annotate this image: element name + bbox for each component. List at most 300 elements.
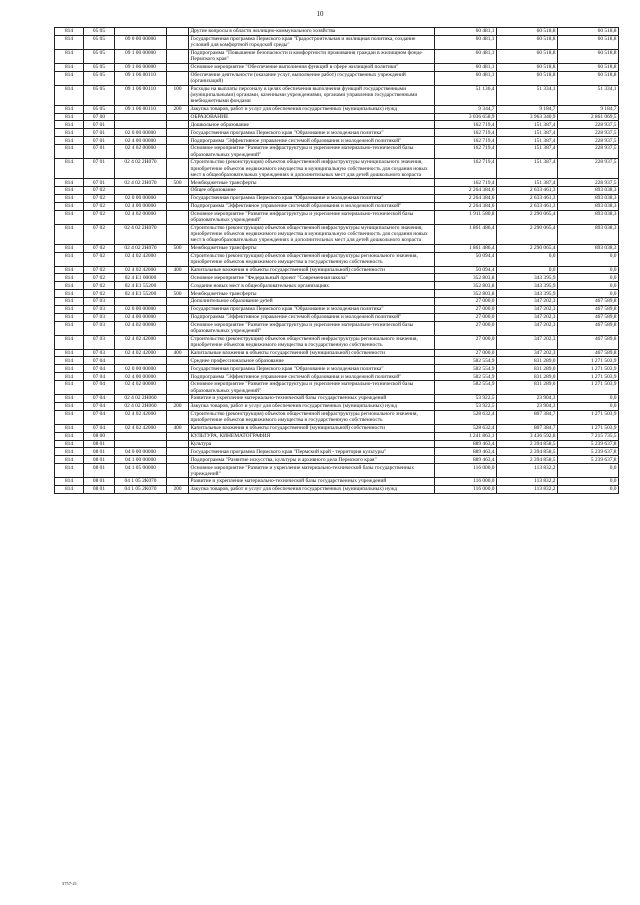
table-row xyxy=(55,290,619,298)
cell-amount-2021: 889 463,4 xyxy=(435,448,497,456)
cell-amount-2021: 116 000,0 xyxy=(435,478,497,486)
cell-amount-2022: 60 518,8 xyxy=(497,49,558,63)
table-row xyxy=(55,456,619,464)
cell-ministry: 814 xyxy=(55,395,84,403)
cell-amount-2023: 60 518,8 xyxy=(558,71,619,85)
cell-amount-2021: 27 000,0 xyxy=(435,349,497,357)
table-row xyxy=(55,432,619,440)
cell-section: 07 04 xyxy=(84,373,115,381)
cell-ministry: 814 xyxy=(55,335,84,349)
table-row xyxy=(55,63,619,71)
cell-name: Основное мероприятие "Обеспечение выполнения функций в сфере жилищной политики" xyxy=(189,63,435,71)
cell-amount-2023: 1 271 503,9 xyxy=(558,410,619,424)
cell-expense-type: 500 xyxy=(167,244,189,252)
cell-expense-type xyxy=(167,313,189,321)
cell-target-item: 09 1 06 00110 xyxy=(115,85,167,105)
cell-expense-type xyxy=(167,440,189,448)
cell-target-item: 02 4 02 2Н060 xyxy=(115,395,167,403)
cell-section: 07 03 xyxy=(84,321,115,335)
cell-expense-type xyxy=(167,321,189,335)
table-row xyxy=(55,448,619,456)
cell-target-item: 02 4 00 00000 xyxy=(115,137,167,145)
cell-ministry: 814 xyxy=(55,224,84,244)
cell-ministry: 814 xyxy=(55,105,84,113)
cell-ministry: 814 xyxy=(55,290,84,298)
table-row xyxy=(55,365,619,373)
cell-ministry: 814 xyxy=(55,159,84,179)
cell-ministry: 814 xyxy=(55,49,84,63)
cell-ministry: 814 xyxy=(55,121,84,129)
cell-ministry: 814 xyxy=(55,424,84,432)
cell-amount-2023: 60 518,8 xyxy=(558,63,619,71)
table-row xyxy=(55,424,619,432)
cell-section: 08 01 xyxy=(84,485,115,493)
cell-name: Государственная программа Пермского края "Образование и молодежная политика" xyxy=(189,129,435,137)
cell-amount-2023: 467 589,8 xyxy=(558,305,619,313)
cell-section: 07 02 xyxy=(84,210,115,224)
cell-name: Основное мероприятие "Развитие и укрепление материально-технической базы государственных учреждений" xyxy=(189,464,435,478)
cell-expense-type xyxy=(167,202,189,210)
cell-name: ОБРАЗОВАНИЕ xyxy=(189,113,435,121)
cell-ministry: 814 xyxy=(55,71,84,85)
cell-amount-2023: 893 038,3 xyxy=(558,224,619,244)
cell-expense-type xyxy=(167,113,189,121)
cell-amount-2022: 347 202,3 xyxy=(497,298,558,306)
cell-expense-type: 200 xyxy=(167,485,189,493)
cell-section: 08 01 xyxy=(84,464,115,478)
cell-target-item xyxy=(115,357,167,365)
cell-amount-2022: 347 202,3 xyxy=(497,321,558,335)
cell-ministry: 814 xyxy=(55,402,84,410)
cell-ministry: 814 xyxy=(55,381,84,395)
cell-name: Основное мероприятие "Развитие инфраструктуры и укрепление материально-технической базы образовательных учреждений" xyxy=(189,381,435,395)
cell-amount-2021: 162 719,4 xyxy=(435,129,497,137)
cell-amount-2021: 51 136,4 xyxy=(435,85,497,105)
cell-expense-type xyxy=(167,159,189,179)
cell-section: 05 05 xyxy=(84,105,115,113)
cell-name: Основное мероприятие "Развитие инфраструктуры и укрепление материально-технической базы образовательных учреждений" xyxy=(189,210,435,224)
cell-amount-2022: 3 963 340,9 xyxy=(497,113,558,121)
cell-target-item: 02 4 02 42000 xyxy=(115,349,167,357)
cell-amount-2022: 2 290 065,4 xyxy=(497,210,558,224)
cell-ministry: 814 xyxy=(55,274,84,282)
cell-ministry: 814 xyxy=(55,145,84,159)
cell-ministry: 814 xyxy=(55,63,84,71)
cell-amount-2023: 1 271 503,9 xyxy=(558,365,619,373)
table-row xyxy=(55,179,619,187)
cell-name: Подпрограмма "Эффективное управление системой образования и молодежной политикой" xyxy=(189,137,435,145)
cell-ministry: 814 xyxy=(55,478,84,486)
cell-amount-2022: 60 518,8 xyxy=(497,63,558,71)
cell-name: Среднее профессиональное образование xyxy=(189,357,435,365)
cell-amount-2021: 116 000,0 xyxy=(435,464,497,478)
cell-name: Подпрограмма "Повышение безопасности и комфортности проживания граждан в жилищном фонде Пермского края" xyxy=(189,49,435,63)
cell-expense-type xyxy=(167,194,189,202)
table-row xyxy=(55,202,619,210)
cell-name: Государственная программа Пермского края "Образование и молодежная политика" xyxy=(189,305,435,313)
cell-section: 07 04 xyxy=(84,402,115,410)
cell-amount-2023: 228 937,5 xyxy=(558,159,619,179)
cell-section: 07 02 xyxy=(84,266,115,274)
table-row xyxy=(55,105,619,113)
cell-target-item: 02 0 00 00000 xyxy=(115,305,167,313)
cell-expense-type xyxy=(167,432,189,440)
cell-ministry: 814 xyxy=(55,113,84,121)
cell-amount-2021: 27 000,0 xyxy=(435,321,497,335)
cell-expense-type: 400 xyxy=(167,424,189,432)
cell-target-item: 02 4 02 42000 xyxy=(115,335,167,349)
cell-amount-2023: 228 937,5 xyxy=(558,145,619,159)
cell-target-item xyxy=(115,298,167,306)
cell-section: 05 05 xyxy=(84,35,115,49)
cell-ministry: 814 xyxy=(55,194,84,202)
cell-name: Межбюджетные трансферты xyxy=(189,179,435,187)
cell-expense-type xyxy=(167,145,189,159)
cell-amount-2023: 467 589,8 xyxy=(558,298,619,306)
table-row xyxy=(55,113,619,121)
cell-name: Подпрограмма "Эффективное управление системой образования и молодежной политикой" xyxy=(189,313,435,321)
cell-amount-2023: 2 861 069,5 xyxy=(558,113,619,121)
table-row xyxy=(55,187,619,195)
cell-amount-2021: 162 719,4 xyxy=(435,145,497,159)
cell-expense-type xyxy=(167,335,189,349)
cell-target-item: 02 4 02 42000 xyxy=(115,252,167,266)
cell-name: Строительство (реконструкция) объектов общественной инфраструктуры муниципального значения, приобретение объектов недвижимого имущества в муниципальную собственность для создания новых мест в общеобразовательных учреждениях и дополнительных мест для детей дошкольного возраста xyxy=(189,224,435,244)
cell-target-item: 04 1 00 00000 xyxy=(115,456,167,464)
cell-amount-2022: 151 387,4 xyxy=(497,145,558,159)
cell-name: Обеспечение деятельности (оказание услуг, выполнение работ) государственных учреждений (организаций) xyxy=(189,71,435,85)
cell-amount-2022: 2 394 858,5 xyxy=(497,440,558,448)
cell-name: Закупка товаров, работ и услуг для обеспечения государственных (муниципальных) нужд xyxy=(189,105,435,113)
cell-target-item: 02 4 02 00000 xyxy=(115,210,167,224)
table-row xyxy=(55,121,619,129)
cell-section: 05 05 xyxy=(84,85,115,105)
cell-expense-type xyxy=(167,137,189,145)
cell-amount-2021: 60 481,1 xyxy=(435,49,497,63)
cell-amount-2021: 162 719,4 xyxy=(435,159,497,179)
cell-expense-type xyxy=(167,395,189,403)
cell-amount-2022: 0,0 xyxy=(497,252,558,266)
cell-target-item: 02 0 00 00000 xyxy=(115,129,167,137)
cell-amount-2021: 50 094,4 xyxy=(435,252,497,266)
budget-table xyxy=(54,27,619,494)
cell-expense-type xyxy=(167,373,189,381)
cell-amount-2021: 27 000,0 xyxy=(435,298,497,306)
cell-ministry: 814 xyxy=(55,448,84,456)
table-row xyxy=(55,35,619,49)
cell-expense-type xyxy=(167,71,189,85)
cell-amount-2021: 53 922,5 xyxy=(435,395,497,403)
table-row xyxy=(55,145,619,159)
cell-amount-2022: 113 832,2 xyxy=(497,485,558,493)
cell-expense-type: 200 xyxy=(167,105,189,113)
cell-amount-2023: 5 239 637,8 xyxy=(558,456,619,464)
cell-ministry: 814 xyxy=(55,485,84,493)
cell-amount-2021: 528 632,4 xyxy=(435,424,497,432)
cell-target-item: 02 0 00 00000 xyxy=(115,194,167,202)
cell-expense-type xyxy=(167,298,189,306)
cell-amount-2021: 27 000,0 xyxy=(435,335,497,349)
cell-amount-2023: 467 589,8 xyxy=(558,321,619,335)
cell-ministry: 814 xyxy=(55,137,84,145)
cell-target-item: 02 4 E1 55200 xyxy=(115,290,167,298)
table-row xyxy=(55,410,619,424)
cell-target-item: 02 4 02 00000 xyxy=(115,381,167,395)
table-row xyxy=(55,85,619,105)
cell-amount-2023: 0,0 xyxy=(558,282,619,290)
cell-amount-2021: 60 481,1 xyxy=(435,28,497,36)
cell-section: 07 00 xyxy=(84,113,115,121)
cell-amount-2022: 347 202,3 xyxy=(497,305,558,313)
cell-section: 07 04 xyxy=(84,381,115,395)
cell-target-item: 02 4 02 2Н070 xyxy=(115,244,167,252)
cell-expense-type: 500 xyxy=(167,179,189,187)
cell-section: 05 05 xyxy=(84,49,115,63)
cell-amount-2022: 807 384,7 xyxy=(497,424,558,432)
cell-target-item: 02 4 00 00000 xyxy=(115,373,167,381)
cell-amount-2021: 27 000,0 xyxy=(435,305,497,313)
cell-section: 07 03 xyxy=(84,349,115,357)
cell-amount-2023: 1 271 503,9 xyxy=(558,357,619,365)
cell-ministry: 814 xyxy=(55,187,84,195)
cell-amount-2023: 0,0 xyxy=(558,252,619,266)
cell-amount-2022: 151 387,4 xyxy=(497,179,558,187)
cell-ministry: 814 xyxy=(55,456,84,464)
cell-amount-2023: 467 589,8 xyxy=(558,335,619,349)
cell-amount-2023: 893 038,3 xyxy=(558,194,619,202)
cell-target-item: 04 1 05 2К070 xyxy=(115,485,167,493)
cell-amount-2021: 582 554,9 xyxy=(435,365,497,373)
cell-name: Общее образование xyxy=(189,187,435,195)
cell-amount-2022: 23 904,3 xyxy=(497,402,558,410)
cell-name: Основное мероприятие "Федеральный проект "Современная школа" xyxy=(189,274,435,282)
cell-amount-2023: 60 518,8 xyxy=(558,49,619,63)
table-row xyxy=(55,305,619,313)
cell-ministry: 814 xyxy=(55,202,84,210)
cell-expense-type xyxy=(167,121,189,129)
cell-expense-type xyxy=(167,410,189,424)
cell-amount-2022: 2 394 858,5 xyxy=(497,448,558,456)
cell-section: 07 04 xyxy=(84,357,115,365)
cell-expense-type: 400 xyxy=(167,349,189,357)
cell-amount-2021: 2 264 384,6 xyxy=(435,194,497,202)
cell-name: Дополнительное образование детей xyxy=(189,298,435,306)
cell-expense-type xyxy=(167,448,189,456)
cell-amount-2022: 343 395,9 xyxy=(497,274,558,282)
table-row xyxy=(55,210,619,224)
cell-amount-2022: 831 289,0 xyxy=(497,365,558,373)
cell-amount-2021: 889 463,4 xyxy=(435,440,497,448)
cell-target-item xyxy=(115,432,167,440)
cell-amount-2021: 116 000,0 xyxy=(435,485,497,493)
cell-amount-2022: 60 518,8 xyxy=(497,35,558,49)
cell-amount-2021: 352 803,8 xyxy=(435,290,497,298)
cell-ministry: 814 xyxy=(55,440,84,448)
cell-target-item: 02 4 00 00000 xyxy=(115,202,167,210)
cell-ministry: 814 xyxy=(55,357,84,365)
table-row xyxy=(55,266,619,274)
cell-expense-type xyxy=(167,365,189,373)
cell-name: Закупка товаров, работ и услуг для обеспечения государственных (муниципальных) нужд xyxy=(189,402,435,410)
table-row xyxy=(55,137,619,145)
document-code: 3757-21 xyxy=(62,881,77,886)
cell-expense-type xyxy=(167,381,189,395)
cell-section: 08 01 xyxy=(84,440,115,448)
cell-amount-2021: 53 922,5 xyxy=(435,402,497,410)
cell-name: Строительство (реконструкция) объектов общественной инфраструктуры регионального значения, приобретение объектов недвижимого имущества в государственную собственность xyxy=(189,252,435,266)
cell-ministry: 814 xyxy=(55,432,84,440)
cell-name: Расходы на выплаты персоналу в целях обеспечения выполнения функций государственными (муниципальными) органами, казенными учреждениями, органами управления государственными внебюджетными фондами xyxy=(189,85,435,105)
cell-amount-2021: 352 803,8 xyxy=(435,274,497,282)
cell-section: 07 01 xyxy=(84,137,115,145)
cell-target-item: 02 4 02 2Н060 xyxy=(115,402,167,410)
cell-amount-2021: 1 861 486,4 xyxy=(435,244,497,252)
cell-ministry: 814 xyxy=(55,282,84,290)
cell-amount-2022: 2 290 065,4 xyxy=(497,244,558,252)
cell-name: Развитие и укрепление материально-технической базы государственных учреждений xyxy=(189,478,435,486)
cell-amount-2023: 0,0 xyxy=(558,395,619,403)
cell-expense-type xyxy=(167,252,189,266)
cell-amount-2021: 60 481,1 xyxy=(435,35,497,49)
table-row xyxy=(55,395,619,403)
cell-expense-type: 200 xyxy=(167,402,189,410)
cell-section: 07 03 xyxy=(84,298,115,306)
cell-amount-2022: 2 633 461,3 xyxy=(497,187,558,195)
cell-ministry: 814 xyxy=(55,373,84,381)
cell-target-item: 02 4 02 2Н070 xyxy=(115,224,167,244)
cell-expense-type xyxy=(167,274,189,282)
cell-target-item: 04 1 05 2К070 xyxy=(115,478,167,486)
cell-expense-type xyxy=(167,35,189,49)
cell-expense-type xyxy=(167,224,189,244)
cell-target-item: 09 1 06 00000 xyxy=(115,63,167,71)
cell-amount-2023: 0,0 xyxy=(558,402,619,410)
cell-name: Строительство (реконструкция) объектов общественной инфраструктуры муниципального значения, приобретение объектов недвижимого имущества в муниципальную собственность для создания новых мест в общеобразовательных учреждениях и дополнительных мест для детей дошкольного возраста xyxy=(189,159,435,179)
cell-section: 05 05 xyxy=(84,71,115,85)
cell-section: 08 01 xyxy=(84,456,115,464)
cell-target-item xyxy=(115,187,167,195)
cell-ministry: 814 xyxy=(55,464,84,478)
cell-amount-2022: 113 832,2 xyxy=(497,464,558,478)
cell-section: 07 03 xyxy=(84,335,115,349)
cell-amount-2022: 343 395,9 xyxy=(497,290,558,298)
cell-target-item: 02 4 02 2Н070 xyxy=(115,179,167,187)
cell-target-item: 09 1 00 00000 xyxy=(115,49,167,63)
cell-name: Государственная программа Пермского края "Образование и молодежная политика" xyxy=(189,365,435,373)
cell-ministry: 814 xyxy=(55,305,84,313)
cell-section: 07 01 xyxy=(84,121,115,129)
cell-expense-type: 100 xyxy=(167,85,189,105)
cell-name: Развитие и укрепление материально-технической базы государственных учреждений xyxy=(189,395,435,403)
cell-amount-2021: 3 036 658,9 xyxy=(435,113,497,121)
cell-name: Культура xyxy=(189,440,435,448)
cell-amount-2021: 352 803,8 xyxy=(435,282,497,290)
cell-amount-2023: 228 937,5 xyxy=(558,129,619,137)
cell-section: 05 05 xyxy=(84,63,115,71)
table-row xyxy=(55,71,619,85)
cell-amount-2022: 151 387,4 xyxy=(497,129,558,137)
cell-target-item: 09 0 00 00000 xyxy=(115,35,167,49)
cell-name: Межбюджетные трансферты xyxy=(189,244,435,252)
cell-name: Строительство (реконструкция) объектов общественной инфраструктуры регионального значения, приобретение объектов недвижимого имущества в государственную собственность xyxy=(189,410,435,424)
cell-amount-2021: 9 344,7 xyxy=(435,105,497,113)
cell-section: 07 02 xyxy=(84,202,115,210)
cell-name: Другие вопросы в области жилищно-коммунального хозяйства xyxy=(189,28,435,36)
cell-expense-type xyxy=(167,187,189,195)
cell-amount-2023: 467 589,8 xyxy=(558,313,619,321)
cell-name: Государственная программа Пермского края "Пермский край - территория культуры" xyxy=(189,448,435,456)
cell-ministry: 814 xyxy=(55,35,84,49)
cell-expense-type xyxy=(167,63,189,71)
cell-amount-2023: 51 334,1 xyxy=(558,85,619,105)
cell-amount-2023: 5 239 637,8 xyxy=(558,448,619,456)
cell-name: Капитальные вложения в объекты государственной (муниципальной) собственности xyxy=(189,266,435,274)
cell-section: 07 04 xyxy=(84,365,115,373)
table-row xyxy=(55,485,619,493)
cell-amount-2022: 347 202,3 xyxy=(497,335,558,349)
cell-amount-2021: 2 264 384,6 xyxy=(435,187,497,195)
cell-section: 07 04 xyxy=(84,424,115,432)
cell-amount-2021: 889 463,4 xyxy=(435,456,497,464)
cell-ministry: 814 xyxy=(55,313,84,321)
cell-target-item xyxy=(115,440,167,448)
table-row xyxy=(55,194,619,202)
cell-amount-2021: 162 719,4 xyxy=(435,121,497,129)
table-row xyxy=(55,282,619,290)
cell-amount-2022: 151 387,4 xyxy=(497,137,558,145)
cell-section: 07 01 xyxy=(84,145,115,159)
table-row xyxy=(55,402,619,410)
cell-amount-2022: 151 387,4 xyxy=(497,121,558,129)
cell-amount-2023: 5 239 637,8 xyxy=(558,440,619,448)
cell-amount-2023: 1 271 503,9 xyxy=(558,373,619,381)
table-row xyxy=(55,478,619,486)
cell-amount-2021: 60 481,1 xyxy=(435,63,497,71)
cell-amount-2021: 50 094,4 xyxy=(435,266,497,274)
cell-amount-2022: 2 290 065,4 xyxy=(497,224,558,244)
cell-name: Подпрограмма "Эффективное управление системой образования и молодежной политикой" xyxy=(189,373,435,381)
table-row xyxy=(55,357,619,365)
cell-section: 07 02 xyxy=(84,187,115,195)
cell-amount-2023: 228 937,5 xyxy=(558,179,619,187)
cell-ministry: 814 xyxy=(55,410,84,424)
cell-amount-2023: 893 038,3 xyxy=(558,210,619,224)
page-number: 10 xyxy=(316,10,324,18)
cell-amount-2022: 60 518,8 xyxy=(497,71,558,85)
cell-ministry: 814 xyxy=(55,298,84,306)
cell-name: Межбюджетные трансферты xyxy=(189,290,435,298)
cell-section: 05 05 xyxy=(84,28,115,36)
cell-section: 08 01 xyxy=(84,448,115,456)
cell-amount-2022: 0,0 xyxy=(497,266,558,274)
cell-amount-2022: 2 394 858,5 xyxy=(497,456,558,464)
cell-amount-2022: 23 904,3 xyxy=(497,395,558,403)
cell-ministry: 814 xyxy=(55,252,84,266)
cell-expense-type xyxy=(167,28,189,36)
cell-expense-type xyxy=(167,129,189,137)
cell-name: Создание новых мест в общеобразовательных организациях xyxy=(189,282,435,290)
cell-amount-2022: 113 832,2 xyxy=(497,478,558,486)
cell-amount-2022: 2 633 461,3 xyxy=(497,202,558,210)
cell-section: 07 01 xyxy=(84,129,115,137)
cell-amount-2021: 582 554,9 xyxy=(435,357,497,365)
table-row xyxy=(55,252,619,266)
cell-section: 07 02 xyxy=(84,282,115,290)
cell-amount-2023: 228 937,5 xyxy=(558,121,619,129)
cell-expense-type: 400 xyxy=(167,266,189,274)
cell-name: Подпрограмма "Развитие искусства, культуры и архивного дела Пермского края" xyxy=(189,456,435,464)
cell-expense-type xyxy=(167,49,189,63)
